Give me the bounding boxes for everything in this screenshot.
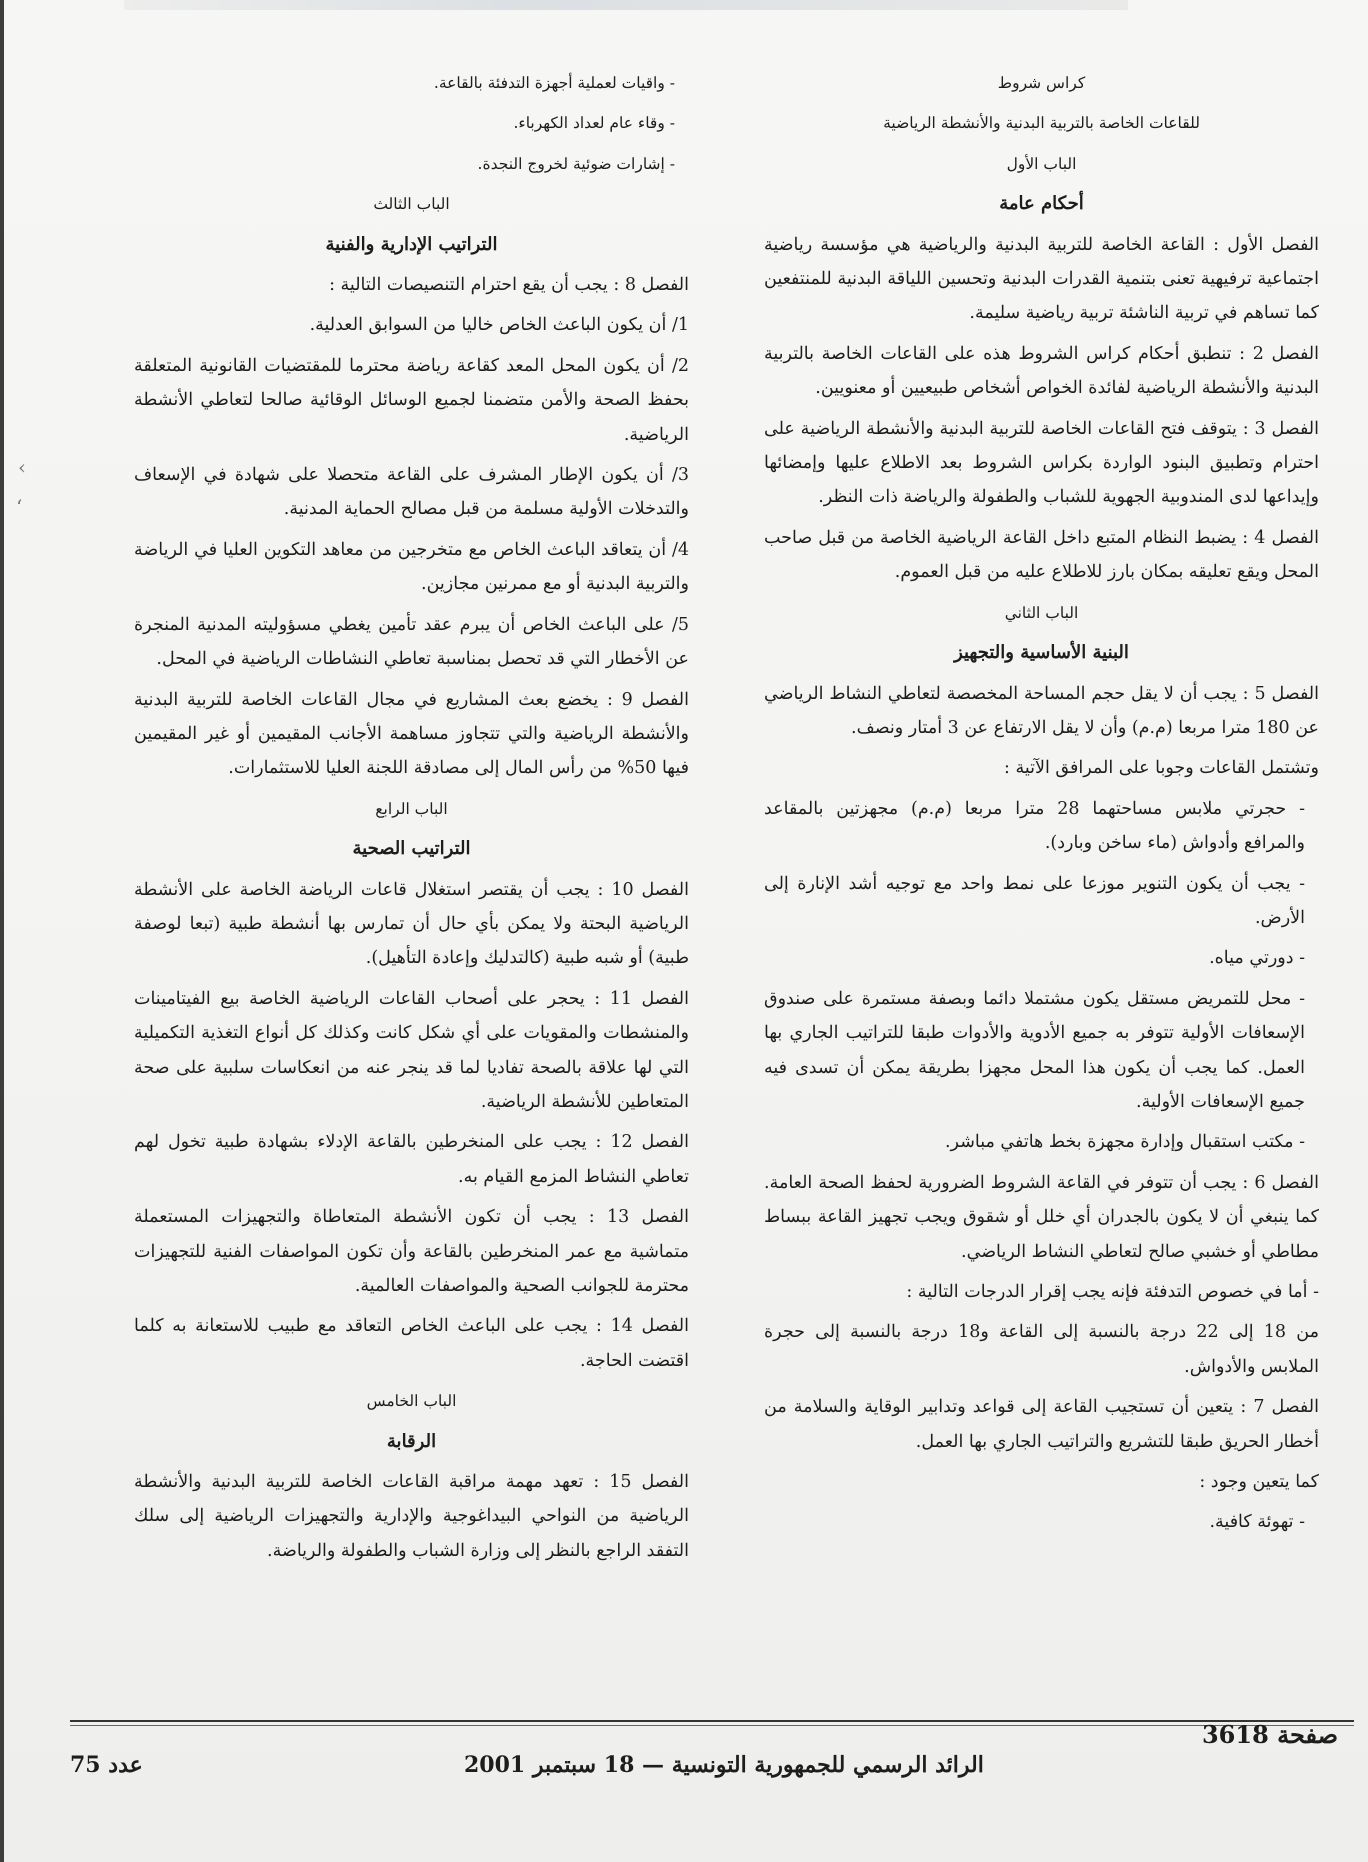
article-8: الفصل 8 : يجب أن يقع احترام التنصيصات التالية : <box>329 275 689 296</box>
part4-heading: التراتيب الصحية <box>352 838 471 860</box>
article-2: الفصل 2 : تنطبق أحكام كراس الشروط هذه على القاعات الخاصة بالتربية البدنية والأنشطة الرياضية لفائدة الخواص أشخاص طبيعيين أو معنويين. <box>764 343 1320 399</box>
article-4: الفصل 4 : يضبط النظام المتبع داخل القاعة الرياضية الخاصة من قبل صاحب المحل ويقع تعليقه بمكان بارز للاطلاع عليه من قبل العموم. <box>764 527 1319 583</box>
article-15: الفصل 15 : تعهد مهمة مراقبة القاعات الخاصة للتربية البدنية والأنشطة الرياضية من النواحي البيداغوجية والإدارية والتجهيزات الرياضية إلى سلك التفقد الراجع بالنظر إلى وزارة الشباب والطفولة والرياضة. <box>134 1472 689 1561</box>
continued-item-2: - وقاء عام لعداد الكهرباء. <box>513 114 675 133</box>
article-11: الفصل 11 : يحجر على أصحاب القاعات الرياضية الخاصة بيع الفيتامينات والمنشطات والمقويات على أي شكل كانت وكذلك كل أنواع التغذية التكميلية التي لها علاقة بالصحة تفاديا لما قد ينجر عنه من انعكاسات سلبية على صحة المتعاطين للأنشطة الرياضية. <box>134 988 689 1112</box>
article-5-item-5: - مكتب استقبال وإدارة مجهزة بخط هاتفي مباشر. <box>944 1132 1305 1153</box>
article-8-item-4: 4/ أن يتعاقد الباعث الخاص مع متخرجين من معاهد التكوين العليا في الرياضة والتربية البدنية أو مع ممرنين مجازين. <box>134 539 689 595</box>
footer-rule <box>70 1720 1354 1722</box>
part3-title: الباب الثالث <box>373 195 450 214</box>
part2-title: الباب الثاني <box>1004 603 1079 622</box>
continued-item-1: - واقيات لعملية أجهزة التدفئة بالقاعة. <box>433 74 675 92</box>
article-8-item-1: 1/ أن يكون الباعث الخاص خاليا من السوابق العدلية. <box>309 315 689 336</box>
margin-mark: ʻ <box>16 495 23 519</box>
doc-subtitle: للقاعات الخاصة بالتربية البدنية والأنشطة الرياضية <box>883 114 1200 133</box>
part2-heading: البنية الأساسية والتجهيز <box>954 642 1129 664</box>
issue-number: عدد 75 <box>70 1752 143 1778</box>
article-14: الفصل 14 : يجب على الباعث الخاص التعاقد مع طبيب للاستعانة به كلما اقتضت الحاجة. <box>134 1316 690 1371</box>
doc-title: كراس شروط <box>997 74 1086 92</box>
article-6: الفصل 6 : يجب أن تتوفر في القاعة الشروط الضرورية لحفظ الصحة العامة. كما ينبغي أن لا يكون بالجدران أي خلل أو شقوق ويجب تجهيز القاعة ببساط مطاطي أو خشبي صالح لتعاطي النشاط الرياضي. <box>764 1172 1319 1262</box>
part5-heading: الرقابة <box>386 1430 437 1452</box>
part4-title: الباب الرابع <box>375 799 448 818</box>
part1-heading: أحكام عامة <box>999 193 1084 215</box>
part3-heading: التراتيب الإدارية والفنية <box>325 233 498 255</box>
page-top-strip <box>124 0 1128 10</box>
part1-title: الباب الأول <box>1006 154 1077 173</box>
article-9: الفصل 9 : يخضع بعث المشاريع في مجال القاعات الخاصة للتربية البدنية والأنشطة الرياضية والتي تتجاوز مساهمة الأجانب المقيمين أو غير المقيمين فيها 50% من رأس المال إلى مصادقة اللجنة العليا للاستثمارات. <box>134 689 689 779</box>
article-5-item-2: - يجب أن يكون التنوير موزعا على نمط واحد مع توجيه أشد الإنارة إلى الأرض. <box>764 873 1305 928</box>
article-13: الفصل 13 : يجب أن تكون الأنشطة المتعاطاة والتجهيزات المستعملة متماشية مع عمر المنخرطين بالقاعة وأن تكون المواصفات الفنية للتجهيزات محترمة للجوانب الصحية والمواصفات العالمية. <box>134 1207 690 1296</box>
article-5-item-4: - محل للتمريض مستقل يكون مشتملا دائما وبصفة مستمرة على صندوق الإسعافات الأولية تتوفر به جميع الأدوية والأدوات طبقا للتراتيب الجاري بها العمل. كما يجب أن يكون هذا المحل مجهزا بطريقة يمكن أن تسدى فيه جميع الإسعافات الأولية. <box>764 988 1305 1112</box>
journal-title: الرائد الرسمي للجمهورية التونسية — 18 سبتمبر 2001 <box>464 1752 984 1778</box>
article-5-item-1: - حجرتي ملابس مساحتهما 28 مترا مربعا (م.م) مجهزتين بالمقاعد والمرافع وأدواش (ماء ساخن وبارد). <box>764 798 1305 854</box>
document-page <box>4 0 1368 1862</box>
article-12: الفصل 12 : يجب على المنخرطين بالقاعة الإدلاء بشهادة طبية تخول لهم تعاطي النشاط المزمع القيام به. <box>134 1132 689 1187</box>
left-column <box>134 66 689 1574</box>
article-5: الفصل 5 : يجب أن لا يقل حجم المساحة المخصصة لتعاطي النشاط الرياضي عن 180 مترا مربعا (م.م) وأن لا يقل الارتفاع عن 3 أمتار ونصف. <box>764 683 1319 738</box>
article-10: الفصل 10 : يجب أن يقتصر استغلال قاعات الرياضة الخاصة على الأنشطة الرياضية البحتة ولا يمكن بأي حال أن تمارس بها أنشطة طبية (تبعا لوصفة طبية) أو شبه طبية (كالتدليك وإعادة التأهيل). <box>134 879 689 969</box>
article-8-item-5: 5/ على الباعث الخاص أن يبرم عقد تأمين يغطي مسؤوليته المدنية المنجرة عن الأخطار التي قد تحصل بمناسبة تعاطي النشاطات الرياضية في المحل. <box>134 614 689 670</box>
article-6-heating: - أما في خصوص التدفئة فإنه يجب إقرار الدرجات التالية : <box>906 1282 1319 1302</box>
article-6-temperatures: من 18 إلى 22 درجة بالنسبة إلى القاعة و18 درجة بالنسبة إلى حجرة الملابس والأدواش. <box>764 1322 1319 1377</box>
part5-title: الباب الخامس <box>366 1392 457 1411</box>
article-7-intro: كما يتعين وجود : <box>1199 1472 1319 1493</box>
article-1: الفصل الأول : القاعة الخاصة للتربية البدنية والرياضية هي مؤسسة رياضية اجتماعية ترفيهية تعنى بتنمية القدرات البدنية وتحسين اللياقة البدنية للمنتفعين كما تساهم في تربية الناشئة تربية رياضية سليمة. <box>764 234 1319 324</box>
article-8-item-2: 2/ أن يكون المحل المعد كقاعة رياضة محترما للمقتضيات القانونية المتعلقة بحفظ الصحة والأمن متضمنا لجميع الوسائل الوقائية صالحا لتعاطي الأنشطة الرياضية. <box>134 355 689 445</box>
article-5-item-3: - دورتي مياه. <box>1209 948 1305 969</box>
continued-item-3: - إشارات ضوئية لخروج النجدة. <box>477 154 675 173</box>
article-5-intro: وتشتمل القاعات وجوبا على المرافق الآتية : <box>1004 758 1319 779</box>
footer-rule-thin <box>70 1725 1354 1726</box>
right-column <box>764 66 1319 1546</box>
article-3: الفصل 3 : يتوقف فتح القاعات الخاصة للتربية البدنية والأنشطة الرياضية على احترام وتطبيق البنود الواردة بكراس الشروط بعد الاطلاع عليها وإمضائها وإيداعها لدى المندوبية الجهوية للشباب والطفولة والرياضة ذات النظر. <box>764 418 1319 508</box>
article-8-item-3: 3/ أن يكون الإطار المشرف على القاعة متحصلا على شهادة في الإسعاف والتدخلات الأولية مسلمة من قبل مصالح الحماية المدنية. <box>134 465 689 520</box>
margin-mark: ‹ <box>18 455 26 479</box>
article-7-item-1: - تهوئة كافية. <box>1209 1512 1305 1533</box>
article-7: الفصل 7 : يتعين أن تستجيب القاعة إلى قواعد وتدابير الوقاية والسلامة من أخطار الحريق طبقا للتشريع والتراتيب الجاري بها العمل. <box>764 1397 1319 1452</box>
page-number: صفحة 3618 <box>1201 1720 1338 1749</box>
